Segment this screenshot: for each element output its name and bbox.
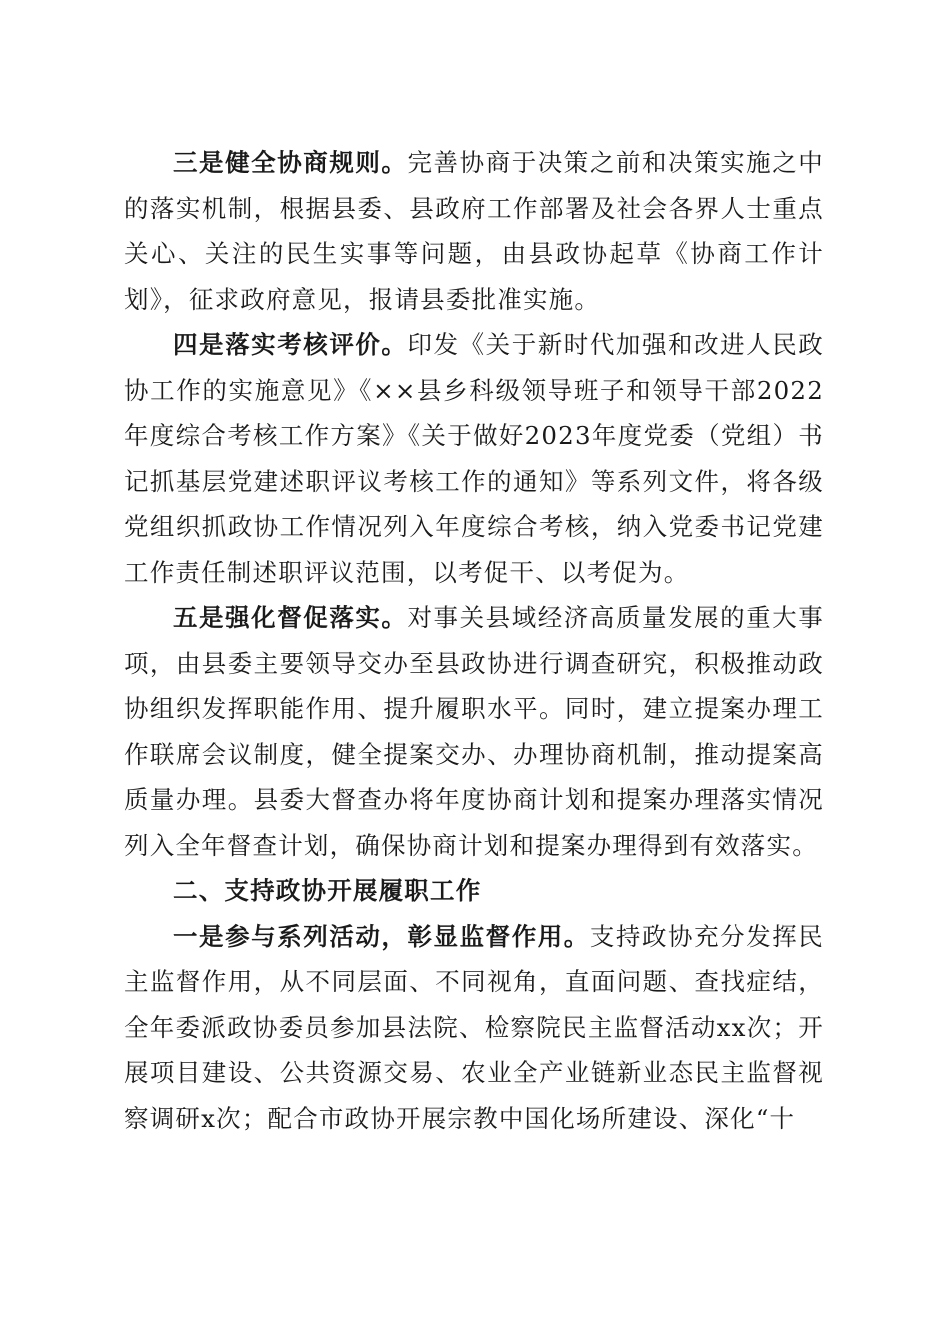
paragraph-supervision [124,595,824,868]
paragraph-lead: 四是落实考核评价。 [173,330,408,359]
paragraph-body: 对事关县域经济高质量发展的重大事项，由县委主要领导交办至县政协进行调查研究，积极推动政协组织发挥职能作用、提升履职水平。同时，建立提案办理工作联席会议制度，健全提案交办、办理协商机制，推动提案高质量办理。县委大督查办将年度协商计划和提案办理落实情况列入全年督查计划，确保协商计划和提案办理得到有效落实。 [124,603,824,860]
paragraph-activities [124,914,824,1142]
paragraph-body: 印发《关于新时代加强和改进人民政协工作的实施意见》《××县乡科级领导班子和领导干部2022年度综合考核工作方案》《关于做好2023年度党委（党组）书记抓基层党建述职评议考核工作的通知》等系列文件，将各级党组织抓政协工作情况列入年度综合考核，纳入党委书记党建工作责任制述职评议范围，以考促干、以考促为。 [124,330,824,587]
document-body [124,140,824,1141]
section-heading: 二、支持政协开展履职工作 [173,876,482,905]
paragraph-lead: 一是参与系列活动，彰显监督作用。 [173,921,590,951]
paragraph-consultation-rules [124,140,824,322]
paragraph-body: 支持政协充分发挥民主监督作用，从不同层面、不同视角，直面问题、查找症结，全年委派政协委员参加县法院、检察院民主监督活动xx次；开展项目建设、公共资源交易、农业全产业链新业态民主监督视察调研x次；配合市政协开展宗教中国化场所建设、深化“十 [124,921,824,1133]
paragraph-assessment [124,322,824,595]
paragraph-lead: 五是强化督促落实。 [173,603,408,632]
paragraph-body: 完善协商于决策之前和决策实施之中的落实机制，根据县委、县政府工作部署及社会各界人士重点关心、关注的民生实事等问题，由县政协起草《协商工作计划》，征求政府意见，报请县委批准实施。 [124,148,824,314]
paragraph-lead: 三是健全协商规则。 [173,148,408,177]
